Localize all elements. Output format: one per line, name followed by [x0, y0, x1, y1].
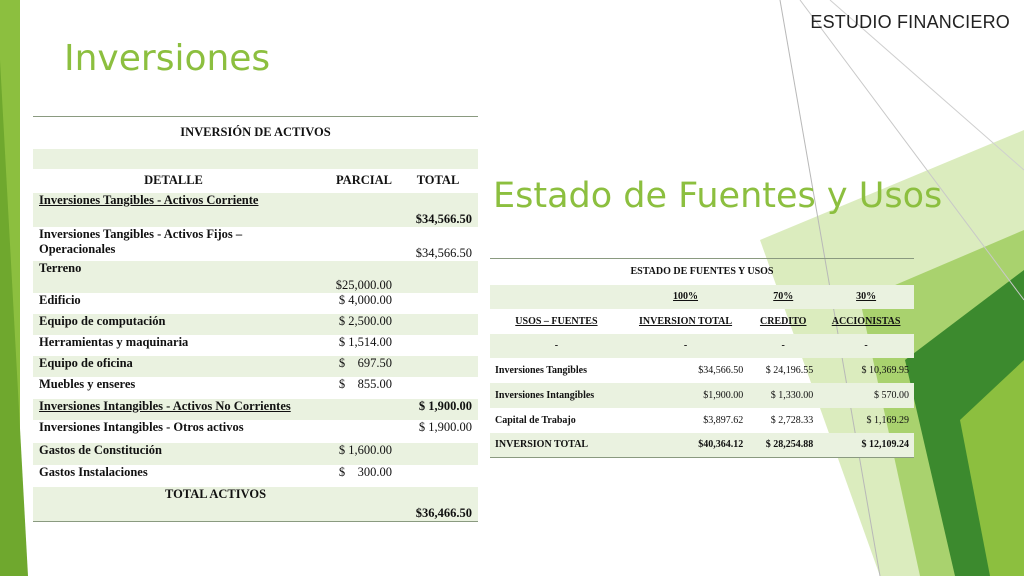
row-detalle: Inversiones Tangibles - Activos Fijos – Operacionales — [39, 226, 243, 256]
table-row — [33, 335, 478, 356]
table-row — [490, 433, 914, 458]
row-total — [398, 443, 478, 465]
table-row — [33, 420, 478, 443]
row-total: $ 1,900.00 — [418, 398, 472, 413]
row-detalle: Inversiones Intangibles - Otros activos — [39, 419, 244, 434]
inversion-table-title: INVERSIÓN DE ACTIVOS — [33, 117, 478, 149]
table-row — [33, 227, 478, 261]
dash-cell: - — [781, 340, 785, 351]
row-label: Capital de Trabajo — [495, 414, 576, 426]
table-row — [33, 443, 478, 465]
row-detalle: Gastos Instalaciones — [39, 464, 148, 479]
header-accionistas: ACCIONISTAS — [831, 315, 901, 327]
header-credito: CREDITO — [759, 315, 807, 327]
header-detalle: DETALLE — [144, 173, 203, 187]
header-total: TOTAL — [416, 173, 460, 187]
row-credito: $ 1,330.00 — [770, 389, 814, 401]
row-total — [398, 335, 478, 356]
row-total: $1,900.00 — [703, 389, 744, 401]
row-accionistas: $ 12,109.24 — [818, 433, 914, 458]
total-row — [33, 487, 478, 522]
table-row — [33, 293, 478, 314]
row-total — [398, 356, 478, 377]
row-parcial — [314, 420, 398, 443]
percent-total: 100% — [673, 291, 699, 302]
row-detalle: Inversiones Tangibles - Activos Corriente — [39, 192, 259, 207]
table-row — [33, 377, 478, 399]
row-total: $40,364.12 — [623, 433, 748, 458]
dash-cell: - — [683, 340, 688, 351]
table-row — [33, 356, 478, 377]
row-total — [398, 465, 478, 487]
percent-credito: 70% — [773, 291, 794, 302]
header-label: ESTUDIO FINANCIERO — [810, 12, 1010, 32]
section-title: Estado de Fuentes y Usos — [493, 176, 943, 216]
row-total: $34,566.50 — [415, 245, 472, 260]
table-row — [33, 314, 478, 335]
row-parcial — [314, 399, 398, 420]
table-row — [33, 399, 478, 420]
row-parcial: $ 1,600.00 — [338, 442, 392, 457]
dash-cell: - — [864, 340, 868, 351]
row-detalle: Equipo de computación — [39, 313, 166, 328]
row-total — [398, 261, 478, 293]
row-parcial: $ 855.00 — [338, 376, 392, 391]
row-total: $3,897.62 — [703, 414, 744, 426]
row-total — [398, 314, 478, 335]
row-detalle: Gastos de Constitución — [39, 442, 162, 457]
row-accionistas: $ 570.00 — [874, 389, 909, 401]
row-label: Inversiones Tangibles — [495, 364, 587, 376]
row-detalle: Herramientas y maquinaria — [39, 334, 189, 349]
row-total — [398, 293, 478, 314]
row-total: $34,566.50 — [698, 364, 744, 376]
row-parcial: $ 300.00 — [338, 464, 392, 479]
row-detalle: Edificio — [39, 292, 81, 307]
page-title: Inversiones — [64, 38, 271, 79]
row-parcial: $ 697.50 — [338, 355, 392, 370]
table-row — [33, 261, 478, 293]
header-parcial: PARCIAL — [335, 173, 392, 187]
fuentes-usos-table — [490, 258, 914, 458]
row-total: $ 1,900.00 — [418, 419, 472, 434]
row-total — [398, 377, 478, 399]
total-activos-value: $36,466.50 — [398, 487, 478, 522]
row-detalle: Inversiones Intangibles - Activos No Corrientes — [39, 398, 291, 413]
row-parcial: $ 2,500.00 — [338, 313, 392, 328]
percent-accionistas: 30% — [856, 291, 877, 302]
row-detalle: Muebles y enseres — [39, 376, 136, 391]
row-detalle: Terreno — [39, 260, 82, 275]
fuentes-table-title: ESTADO DE FUENTES Y USOS — [490, 259, 914, 285]
row-credito: $ 24,196.55 — [765, 364, 814, 376]
row-accionistas: $ 10,369.95 — [861, 364, 909, 376]
row-label: INVERSION TOTAL — [490, 433, 623, 458]
table-row — [490, 408, 914, 433]
row-total: $34,566.50 — [415, 211, 472, 226]
row-parcial: $ 1,514.00 — [338, 334, 392, 349]
row-parcial — [314, 193, 398, 227]
header-inversion-total: INVERSION TOTAL — [638, 315, 733, 327]
dash-cell: - — [554, 340, 559, 351]
table-row — [33, 193, 478, 227]
row-label: Inversiones Intangibles — [495, 389, 595, 401]
header-usos-fuentes: USOS – FUENTES — [515, 315, 598, 327]
table-row — [33, 465, 478, 487]
row-credito: $ 2,728.33 — [770, 414, 814, 426]
table-row — [490, 358, 914, 383]
row-accionistas: $ 1,169.29 — [866, 414, 909, 426]
row-parcial: $ 4,000.00 — [338, 292, 392, 307]
row-detalle: Equipo de oficina — [39, 355, 133, 370]
inversion-activos-table — [33, 116, 478, 522]
table-row — [490, 383, 914, 408]
row-parcial: $25,000.00 — [335, 277, 392, 292]
total-activos-label: TOTAL ACTIVOS — [33, 487, 398, 522]
row-parcial — [314, 227, 398, 261]
row-credito: $ 28,254.88 — [748, 433, 818, 458]
